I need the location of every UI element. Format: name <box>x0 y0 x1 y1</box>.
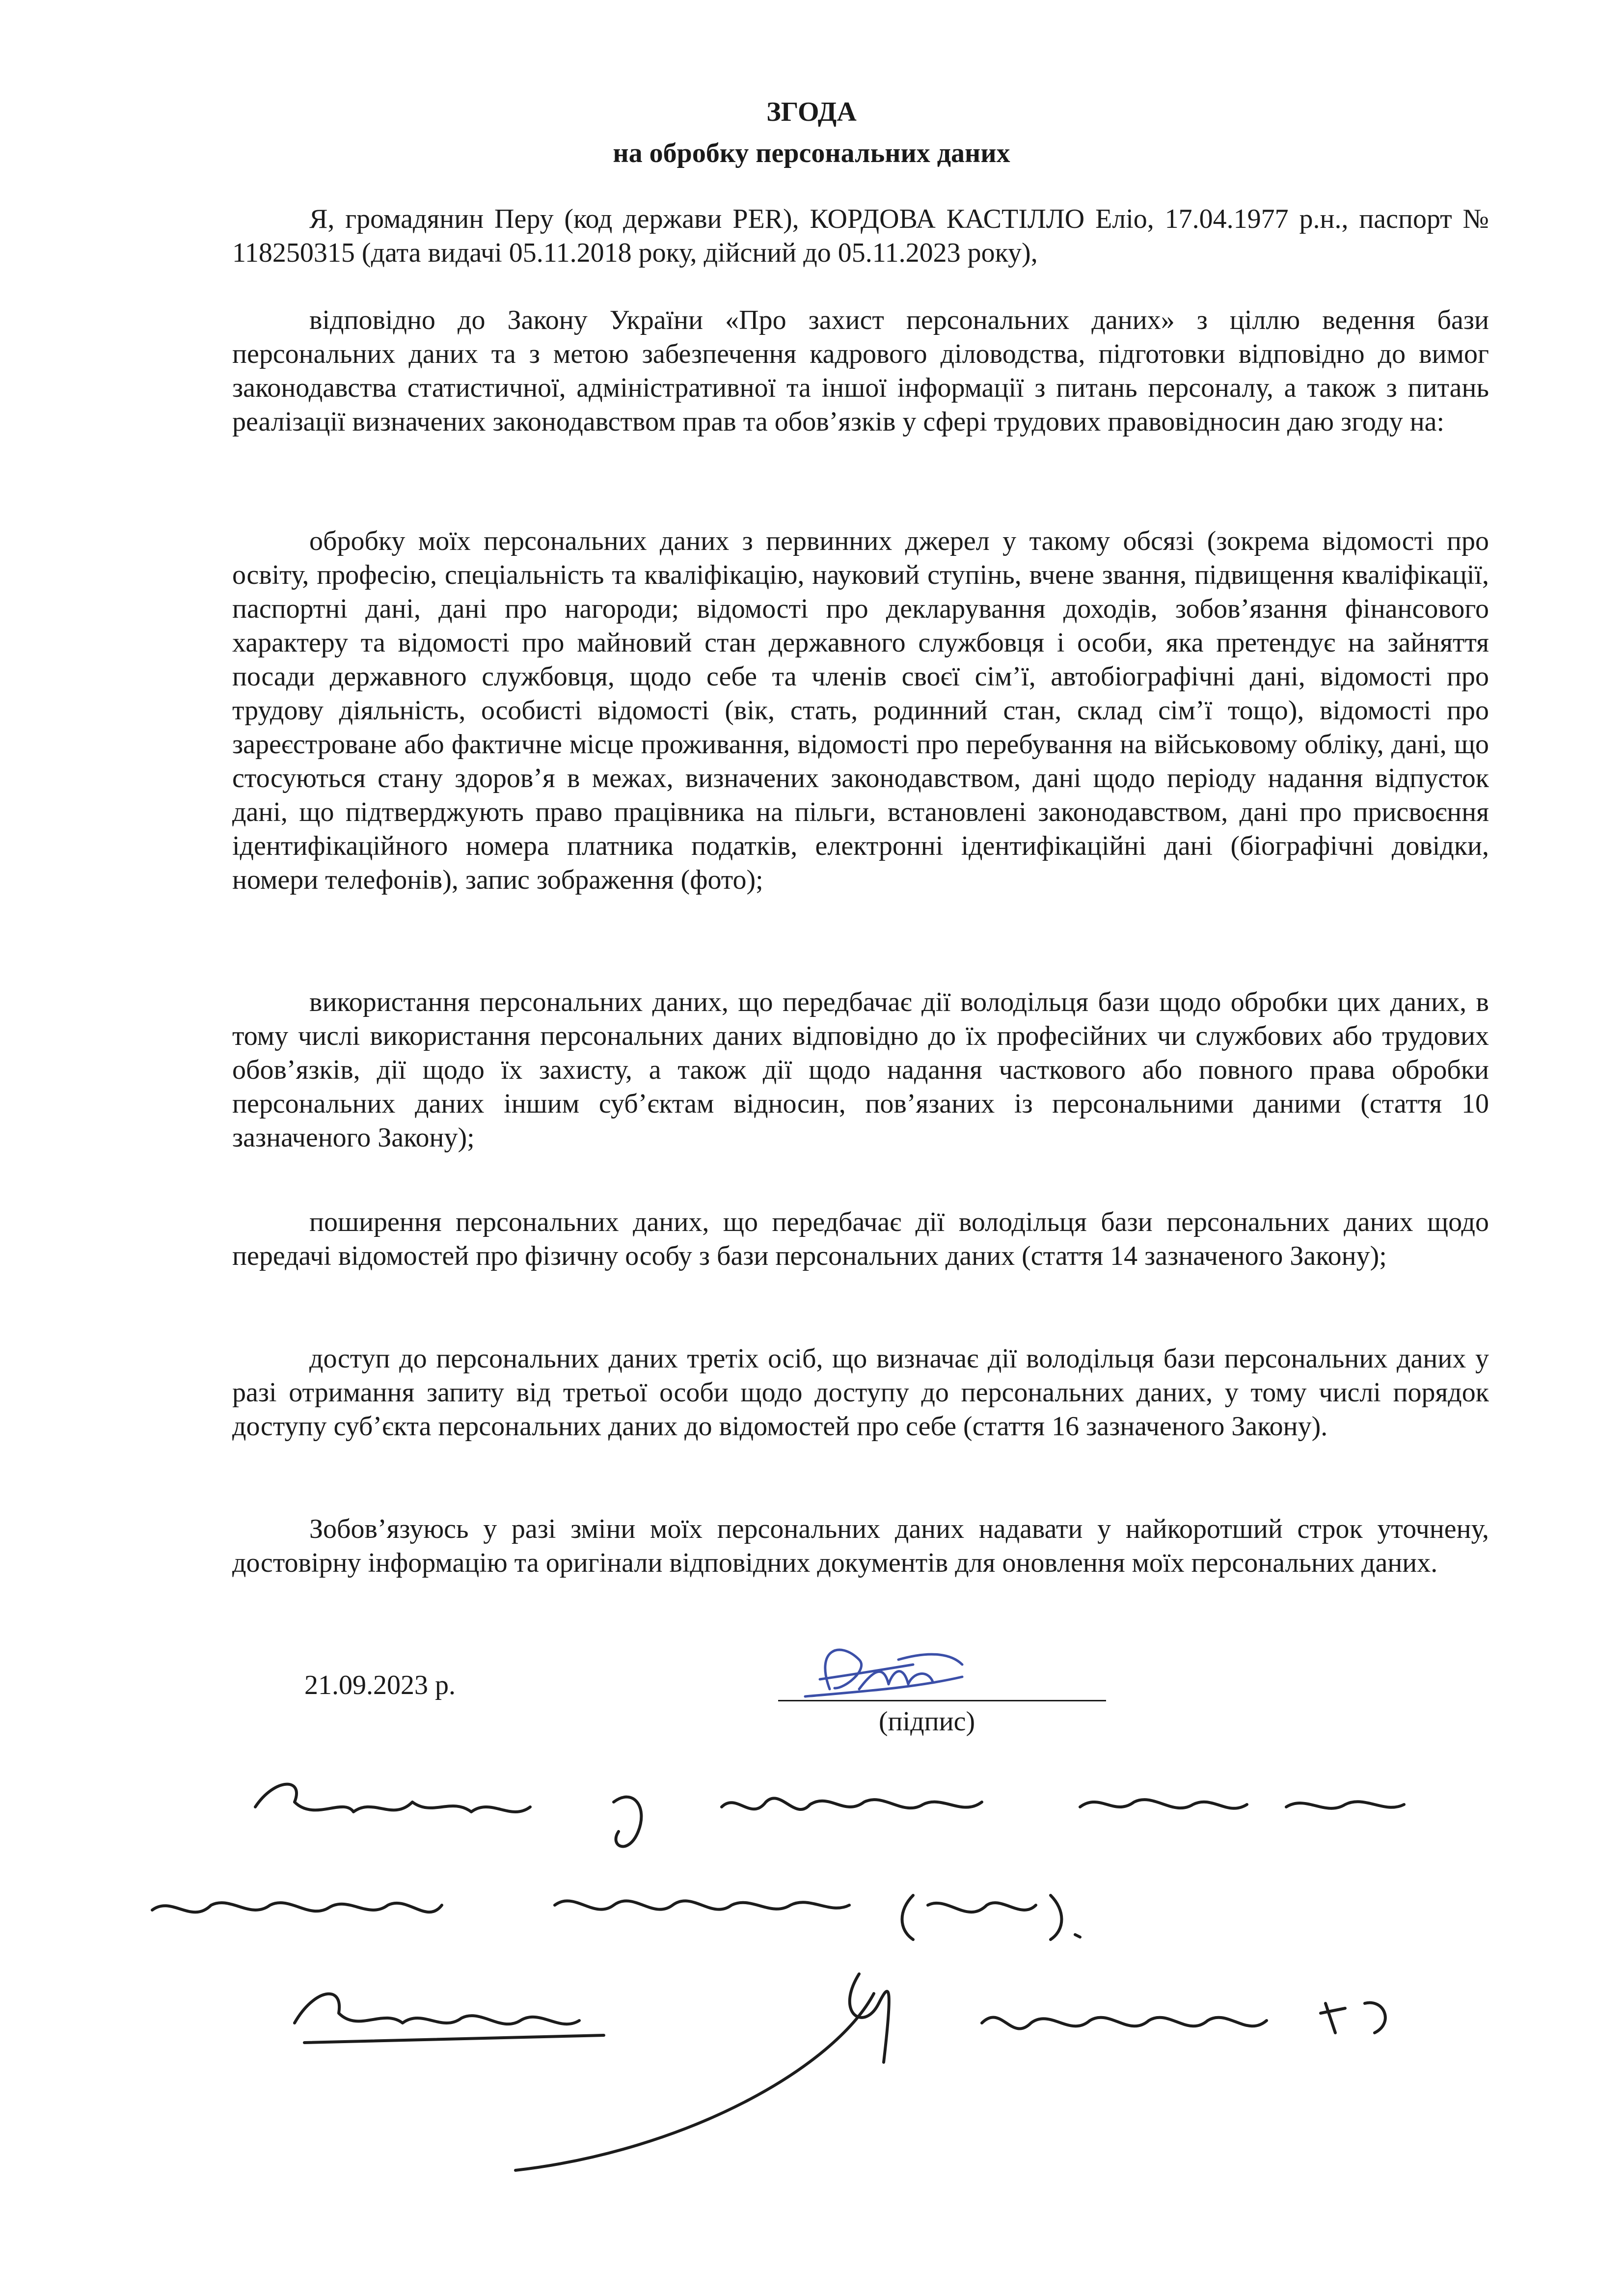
paragraph-identity: Я, громадянин Перу (код держави PER), КОРДОВА КАСТІЛЛО Еліо, 17.04.1977 р.н., паспорт № 118250315 (дата видачі 05.11.2018 року, дійсний до 05.11.2023 року), <box>232 204 1489 268</box>
document-subtitle: на обробку персональних даних <box>613 138 1010 168</box>
paragraph-obligation: Зобов’язуюсь у разі зміни моїх персональних даних надавати у найкоротший строк уточнену, достовірну інформацію та оригінали відповідних документів для оновлення моїх персональних даних. <box>232 1514 1489 1578</box>
paragraph-third-party-access: доступ до персональних даних третіх осіб, що визначає дії володільця бази персональних даних у разі отримання запиту від третьої особи щодо доступу до персональних даних, у тому числі порядок доступу суб’єкта персональних даних до відомостей про себе (стаття 16 зазначеного Закону). <box>232 1343 1489 1442</box>
document-title: ЗГОДА <box>766 97 857 127</box>
signature-line <box>778 1700 1106 1701</box>
signature-caption: (підпис) <box>879 1706 975 1737</box>
consent-date: 21.09.2023 р. <box>304 1670 456 1700</box>
paragraph-usage: використання персональних даних, що передбачає дії володільця бази щодо обробки цих даних, в тому числі використання персональних даних відповідно до їх професійних чи службових або трудових обов’язків, дії щодо їх захисту, а також дії щодо надання часткового або повного права обробки персональних даних іншим суб’єктам відносин, пов’язаних із персональними даними (стаття 10 зазначеного Закону); <box>232 987 1489 1153</box>
paragraph-processing: обробку моїх персональних даних з первинних джерел у такому обсязі (зокрема відомості про освіту, професію, спеціальність та кваліфікацію, науковий ступінь, вчене звання, підвищення кваліфікації, паспортні дані, дані про нагороди; відомості про декларування доходів, зобов’язання фінансового характеру та відомості про майновий стан державного службовця і особи, яка претендує на зайняття посади державного службовця, щодо себе та членів своєї сім’ї, автобіографічні дані, відомості про трудову діяльність, особисті відомості (вік, стать, родинний стан, склад сім’ї тощо), відомості про зареєстроване або фактичне місце проживання, відомості про перебування на військовому обліку, дані, що стосуються стану здоров’я в межах, визначених законодавством, дані щодо періоду надання відпусток дані, що підтверджують право працівника на пільги, встановлені законодавством, дані про присвоєння ідентифікаційного номера платника податків, електронні ідентифікаційні дані (біографічні довідки, номери телефонів), запис зображення (фото); <box>232 526 1489 895</box>
translator-handwritten-note <box>0 1748 1623 2190</box>
paragraph-dissemination: поширення персональних даних, що передбачає дії володільця бази персональних даних щодо передачі відомостей про фізичну особу з бази персональних даних (стаття 14 зазначеного Закону); <box>232 1207 1489 1271</box>
paragraph-legal-basis: відповідно до Закону України «Про захист персональних даних» з ціллю ведення бази персональних даних та з метою забезпечення кадрового діловодства, підготовки відповідно до вимог законодавства статистичної, адміністративної та іншої інформації з питань персоналу, а також з питань реалізації визначених законодавством прав та обов’язків у сфері трудових правовідносин даю згоду на: <box>232 305 1489 437</box>
